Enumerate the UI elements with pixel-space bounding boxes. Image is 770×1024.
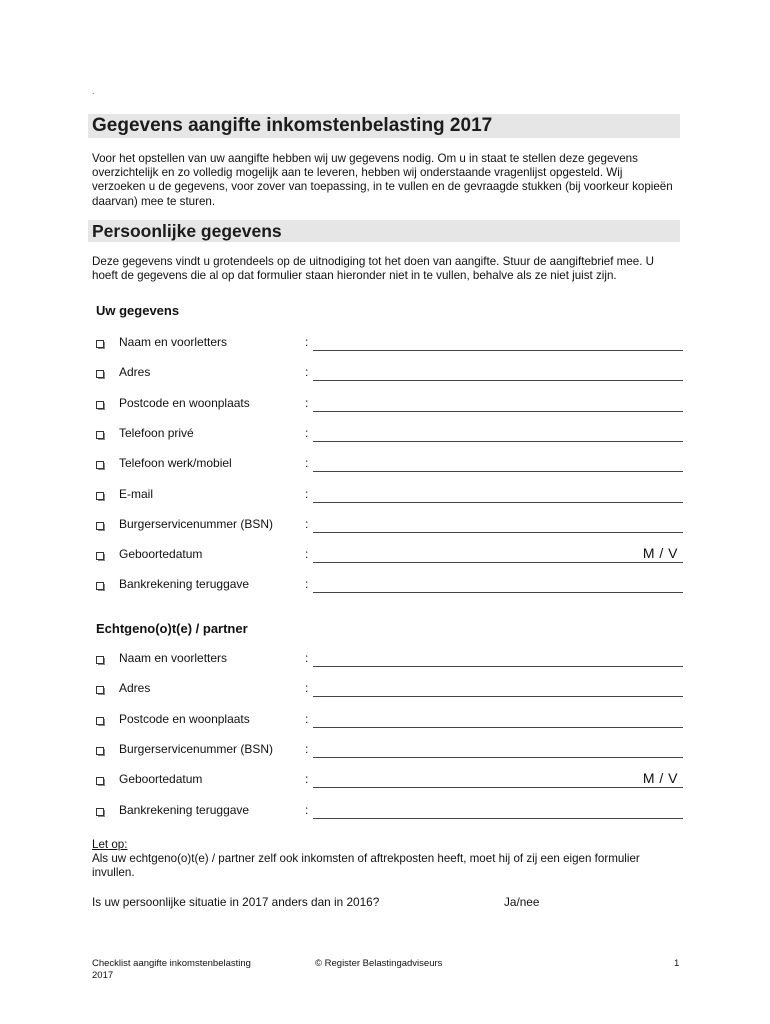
answer-line[interactable] <box>313 562 683 563</box>
checkbox[interactable] <box>96 461 104 469</box>
field-label: Adres <box>119 681 151 696</box>
field-label: Bankrekening teruggave <box>119 577 250 592</box>
field-label: Telefoon privé <box>119 425 194 440</box>
gender-option[interactable]: M / V <box>642 770 678 787</box>
field-colon: : <box>305 516 309 531</box>
checkbox[interactable] <box>96 340 104 348</box>
form-row <box>0 426 770 456</box>
checkbox[interactable] <box>96 717 104 725</box>
checkbox[interactable] <box>96 582 104 590</box>
gender-option[interactable]: M / V <box>642 545 678 562</box>
answer-line[interactable] <box>313 380 683 381</box>
field-label: E-mail <box>119 486 154 501</box>
field-label: Naam en voorletters <box>119 651 228 665</box>
answer-line[interactable] <box>313 787 683 788</box>
form-row <box>0 803 770 833</box>
checkbox[interactable] <box>96 552 104 560</box>
checkbox[interactable] <box>96 808 104 816</box>
answer-line[interactable] <box>313 411 683 412</box>
form-row <box>0 487 770 517</box>
form-row <box>0 396 770 426</box>
checkbox[interactable] <box>96 401 104 409</box>
personal-info-paragraph: Deze gegevens vindt u grotendeels op de uitnodiging tot het doen van aangifte. Stuur de aangiftebrief mee. U hoeft de gegevens die al op dat formulier staan hieronder niet in te vullen, behalve als ze niet juist zijn. <box>92 255 655 283</box>
answer-line[interactable] <box>313 350 683 351</box>
answer-line[interactable] <box>313 502 683 503</box>
field-colon: : <box>305 425 309 440</box>
footer-copyright: © Register Belastingadviseurs <box>315 958 443 969</box>
subheading-partner: Echtgeno(o)t(e) / partner <box>96 621 248 636</box>
form-row <box>0 547 770 577</box>
situation-question: Is uw persoonlijke situatie in 2017 anders dan in 2016? <box>92 895 380 909</box>
page-number: 1 <box>674 958 680 969</box>
checkbox[interactable] <box>96 431 104 439</box>
answer-line[interactable] <box>313 532 683 533</box>
checkbox[interactable] <box>96 656 104 664</box>
field-label: Naam en voorletters <box>119 335 228 349</box>
field-label: Burgerservicenummer (BSN) <box>119 741 274 756</box>
field-colon: : <box>305 335 309 349</box>
field-colon: : <box>305 395 309 410</box>
form-row <box>0 517 770 547</box>
field-colon: : <box>305 741 309 756</box>
situation-answer-field[interactable]: Ja/nee <box>504 895 540 909</box>
field-colon: : <box>305 456 309 471</box>
note-text: Als uw echtgeno(o)t(e) / partner zelf ook inkomsten of aftrekposten heeft, moet hij of zij een eigen formulier invullen. <box>92 852 640 880</box>
answer-line[interactable] <box>313 592 683 593</box>
checkbox[interactable] <box>96 747 104 755</box>
form-row <box>0 772 770 802</box>
form-row <box>0 335 770 365</box>
answer-line[interactable] <box>313 666 683 667</box>
subheading-uw-gegevens: Uw gegevens <box>96 303 180 318</box>
answer-line[interactable] <box>313 696 683 697</box>
note-title: Let op: <box>92 838 128 851</box>
field-colon: : <box>305 772 309 787</box>
form-row <box>0 742 770 772</box>
answer-line[interactable] <box>313 441 683 442</box>
field-label: Geboortedatum <box>119 772 203 787</box>
note-block <box>92 838 682 881</box>
form-row <box>0 577 770 607</box>
answer-line[interactable] <box>313 757 683 758</box>
form-row <box>0 681 770 711</box>
field-label: Adres <box>119 365 151 380</box>
field-colon: : <box>305 681 309 696</box>
form-row <box>0 651 770 681</box>
form-row <box>0 712 770 742</box>
page-marker: . <box>92 86 95 96</box>
intro-paragraph: Voor het opstellen van uw aangifte hebben wij uw gegevens nodig. Om u in staat te stellen deze gegevens overzichtelijk en zo volledig mogelijk aan te leveren, hebben wij onderstaande vragenlijst opgesteld. Wij verzoeken u de gegevens, voor zover van toepassing, in te vullen en de gevraagde stukken (bij voorkeur kopieën daarvan) mee te sturen. <box>92 152 673 208</box>
footer-document-title: Checklist aangifte inkomstenbelasting 2017 <box>92 958 251 981</box>
field-colon: : <box>305 802 309 817</box>
field-label: Bankrekening teruggave <box>119 802 250 817</box>
section-heading-persoonlijke-gegevens: Persoonlijke gegevens <box>88 220 680 242</box>
field-label: Telefoon werk/mobiel <box>119 456 232 471</box>
checkbox[interactable] <box>96 686 104 694</box>
field-colon: : <box>305 547 309 562</box>
form-row <box>0 365 770 395</box>
field-colon: : <box>305 651 309 665</box>
checkbox[interactable] <box>96 777 104 785</box>
checkbox[interactable] <box>96 370 104 378</box>
field-colon: : <box>305 486 309 501</box>
field-colon: : <box>305 365 309 380</box>
field-colon: : <box>305 711 309 726</box>
page-title: Gegevens aangifte inkomstenbelasting 2017 <box>88 114 680 138</box>
checkbox[interactable] <box>96 492 104 500</box>
field-label: Postcode en woonplaats <box>119 395 250 410</box>
answer-line[interactable] <box>313 471 683 472</box>
field-label: Geboortedatum <box>119 547 203 562</box>
field-label: Burgerservicenummer (BSN) <box>119 516 274 531</box>
answer-line[interactable] <box>313 727 683 728</box>
checkbox[interactable] <box>96 522 104 530</box>
field-colon: : <box>305 577 309 592</box>
field-label: Postcode en woonplaats <box>119 711 250 726</box>
answer-line[interactable] <box>313 818 683 819</box>
form-row <box>0 456 770 486</box>
